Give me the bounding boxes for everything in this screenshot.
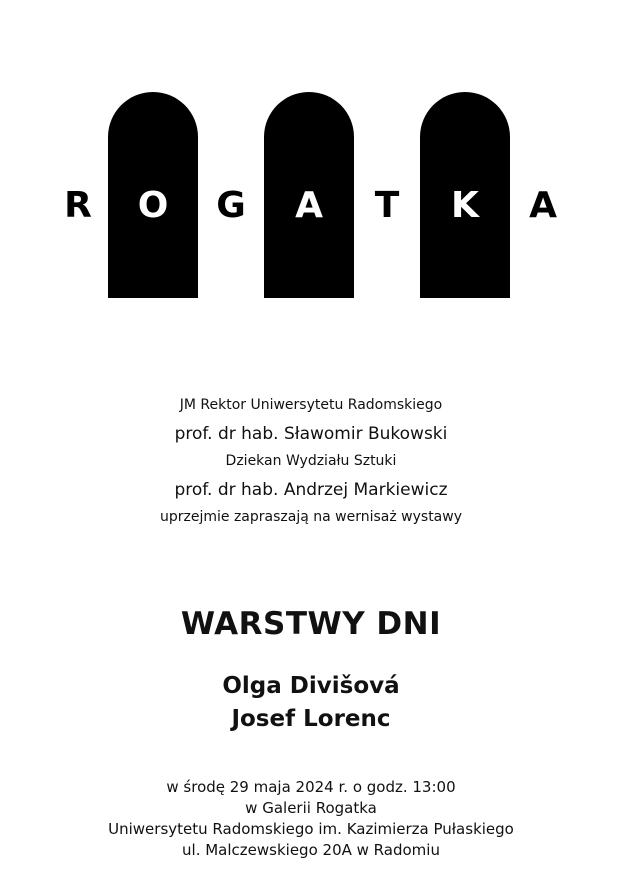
event-institution: Uniwersytetu Radomskiego im. Kazimierza Pułaskiego (108, 820, 514, 838)
rector-title: JM Rektor Uniwersytetu Radomskiego (179, 397, 443, 413)
event-address: ul. Malczewskiego 20A w Radomiu (182, 841, 440, 859)
event-date: w środę 29 maja 2024 r. o godz. 13:00 (166, 778, 456, 796)
logo-letter-1: R (64, 185, 92, 226)
invitation-text: uprzejmie zapraszają na wernisaż wystawy (160, 509, 462, 525)
exhibition-title: WARSTWY DNI (180, 606, 442, 642)
rogatka-logo (0, 0, 622, 320)
logo-letter-3: G (216, 185, 246, 226)
dean-name: prof. dr hab. Andrzej Markiewicz (174, 480, 448, 500)
logo-letter-4: A (295, 185, 323, 226)
rector-name: prof. dr hab. Sławomir Bukowski (174, 424, 448, 444)
dean-title: Dziekan Wydziału Sztuki (225, 453, 397, 469)
artist-name-2: Josef Lorenc (231, 706, 391, 732)
logo-letter-7: A (529, 185, 557, 226)
logo-letter-6: K (451, 185, 479, 226)
logo-letter-2: O (137, 185, 169, 226)
event-venue: w Galerii Rogatka (245, 799, 377, 817)
logo-letter-5: T (374, 185, 400, 226)
artist-name-1: Olga Divišová (222, 673, 400, 699)
